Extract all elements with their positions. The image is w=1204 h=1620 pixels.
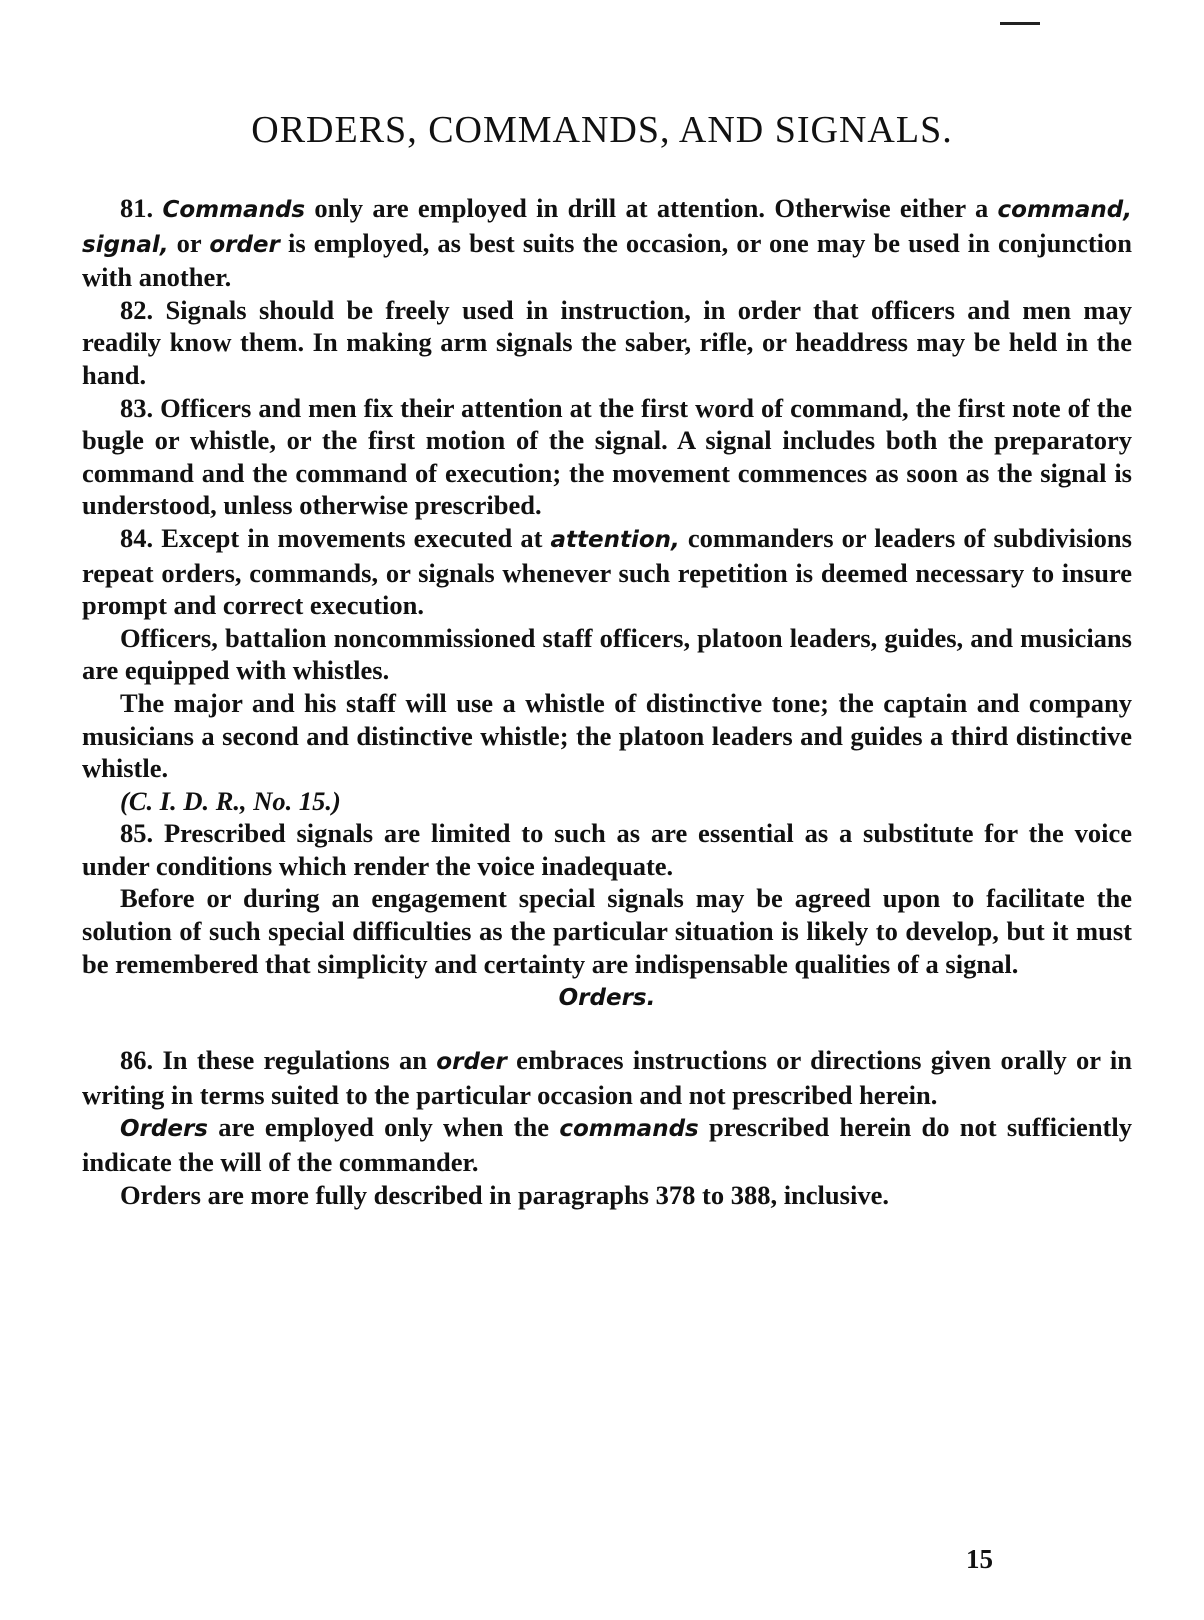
emphasis: attention, xyxy=(550,526,680,553)
section-heading-orders xyxy=(82,980,1132,1044)
citation: (C. I. D. R., No. 15.) xyxy=(120,785,341,816)
page-title: ORDERS, COMMANDS, AND SIGNALS. xyxy=(251,109,953,151)
text: In these regulations an xyxy=(153,1045,437,1076)
emphasis: command, signal, xyxy=(82,197,1132,258)
paragraph-84 xyxy=(82,522,1132,622)
text: are employed only when the xyxy=(208,1112,560,1143)
text: is employed, as best suits the occasion, or one may be used in conjunction with another. xyxy=(82,227,1132,293)
paragraph-number: 83. xyxy=(120,392,154,423)
paragraph-number: 85. xyxy=(120,818,154,849)
text: or xyxy=(168,227,210,258)
paragraph-number: 81. xyxy=(120,193,154,223)
text: only are employed in drill at attention. Otherwise either a xyxy=(305,193,998,223)
paragraph-83 xyxy=(82,392,1132,522)
text: prescribed herein do not sufficiently indicate the will of the commander. xyxy=(82,1112,1132,1178)
paragraph-84-tones: The major and his staff will use a whistle of distinctive tone; the captain and company musicians a second and distinctive whistle; the platoon leaders and guides a third distinctive whistle. xyxy=(82,687,1132,784)
emphasis: order xyxy=(436,1049,507,1076)
paragraph-86-reference: Orders are more fully described in paragraphs 378 to 388, inclusive. xyxy=(120,1179,889,1210)
paragraph-number: 86. xyxy=(120,1045,154,1076)
paragraph-number: 84. xyxy=(120,522,154,553)
paragraph-81 xyxy=(82,192,1132,294)
page-corner-mark xyxy=(1000,22,1040,25)
text: Signals should be freely used in instruction, in order that officers and men may readily know them. In making arm signals the saber, rifle, or headdress may be held in the hand. xyxy=(82,294,1132,390)
paragraph-85-special: Before or during an engagement special signals may be agreed upon to facilitate the solution of such special difficulties as the particular situation is likely to develop, but it must be remembered that simplicity and certainty are indispensable qualities of a signal. xyxy=(82,883,1132,979)
heading-text: Orders. xyxy=(558,985,656,1012)
page-number: 15 xyxy=(966,1544,993,1574)
text: Prescribed signals are limited to such as are essential as a substitute for the voice under conditions which render the voice inadequate. xyxy=(82,818,1132,881)
emphasis: Commands xyxy=(162,197,306,223)
text: Except in movements executed at xyxy=(153,522,551,553)
text: commanders or leaders of subdivisions repeat orders, commands, or signals whenever such repetition is deemed necessary to insure prompt and correct execution. xyxy=(82,522,1132,621)
text: Officers and men fix their attention at the first word of command, the first note of the bugle or whistle, or the first motion of the signal. A signal includes both the preparatory command and the command of execution; the movement commences as soon as the signal is understood, unless otherwise prescribed. xyxy=(82,392,1132,521)
emphasis: commands xyxy=(559,1116,699,1143)
paragraph-86-usage xyxy=(82,1111,1132,1178)
paragraph-85 xyxy=(82,817,1132,882)
paragraph-number: 82. xyxy=(120,294,154,325)
emphasis: order xyxy=(209,231,280,258)
paragraph-86 xyxy=(82,1044,1132,1111)
page-body xyxy=(82,192,1132,1211)
emphasis: Orders xyxy=(120,1116,208,1143)
text: embraces instructions or directions given orally or in writing in terms suited to the particular occasion and not prescribed herein. xyxy=(82,1045,1132,1110)
paragraph-82 xyxy=(82,294,1132,392)
paragraph-84-whistles: Officers, battalion noncommissioned staff officers, platoon leaders, guides, and musicians are equipped with whistles. xyxy=(82,622,1132,686)
